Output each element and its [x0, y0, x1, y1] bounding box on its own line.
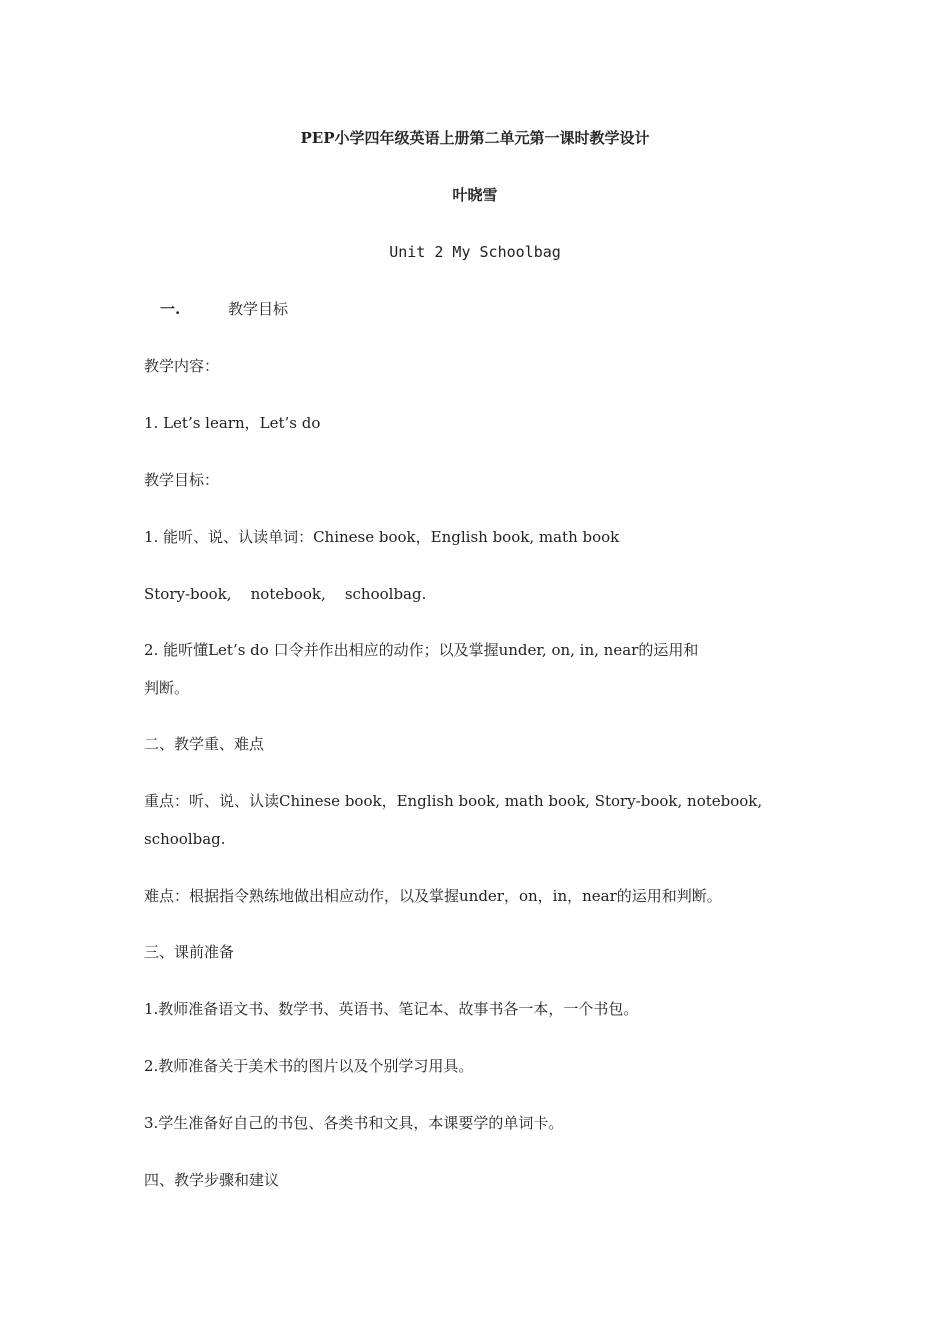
document-title: PEP小学四年级英语上册第二单元第一课时教学设计: [300, 129, 650, 147]
section4-heading: 四、教学步骤和建议: [144, 1171, 280, 1189]
content-label: 教学内容：: [144, 357, 220, 375]
section1-heading: 教学目标: [228, 300, 289, 318]
content-item-1: 1. Let’s learn，Let’s do: [144, 414, 321, 432]
section2-heading: 二、教学重、难点: [144, 735, 265, 753]
objectives-label: 教学目标：: [144, 471, 220, 489]
section3-heading: 三、课前准备: [144, 943, 235, 961]
objective-1-line-2: Story-book, notebook, schoolbag.: [144, 585, 427, 603]
key-point-line-2: schoolbag.: [144, 830, 226, 848]
author-name: 叶晓雪: [452, 186, 498, 204]
objective-2-line-2: 判断。: [144, 679, 190, 697]
key-point-line-1: 重点：听、说、认读Chinese book，English book, math book, Story-book, notebook,: [144, 792, 763, 810]
difficult-point: 难点：根据指令熟练地做出相应动作，以及掌握under，on，in，near的运用和判断。: [144, 887, 722, 905]
objective-1-line-1: 1. 能听、说、认读单词：Chinese book，English book, math book: [144, 528, 620, 546]
section1-number: 一.: [160, 300, 181, 318]
objective-2-line-1: 2. 能听懂Let’s do 口令并作出相应的动作；以及掌握under, on, in, near的运用和: [144, 641, 699, 659]
prep-item-3: 3.学生准备好自己的书包、各类书和文具，本课要学的单词卡。: [144, 1114, 564, 1132]
prep-item-2: 2.教师准备关于美术书的图片以及个别学习用具。: [144, 1057, 474, 1075]
prep-item-1: 1.教师准备语文书、数学书、英语书、笔记本、故事书各一本，一个书包。: [144, 1000, 639, 1018]
unit-title: Unit 2 My Schoolbag: [389, 243, 561, 261]
